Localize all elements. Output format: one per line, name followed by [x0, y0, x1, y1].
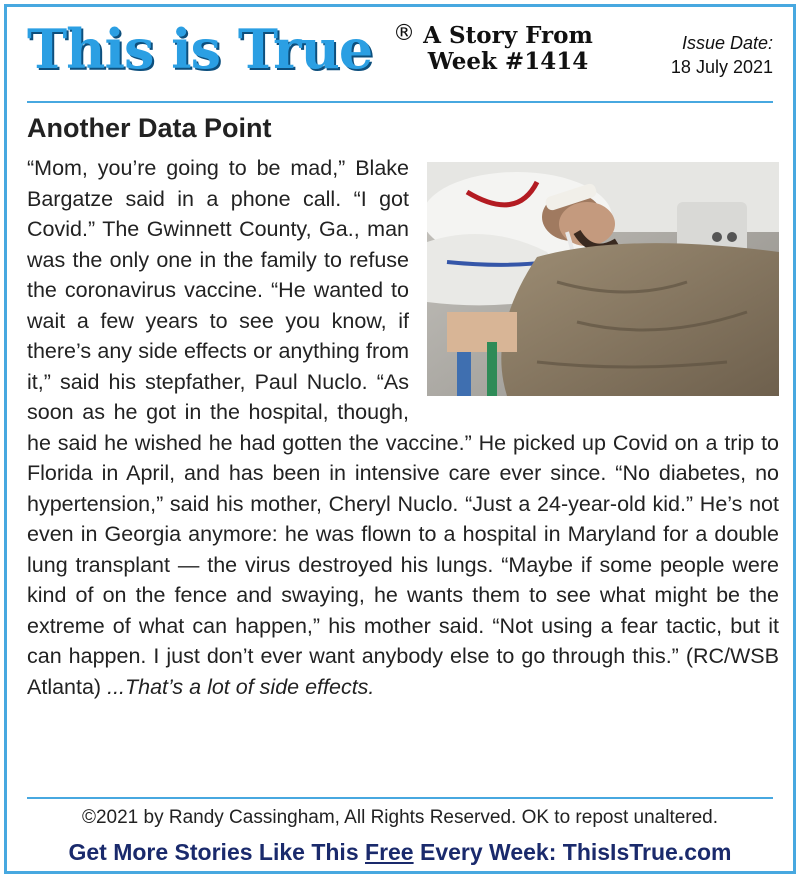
promo-link[interactable] [7, 839, 793, 866]
promo-text-start: Get More Stories Like This [68, 839, 366, 865]
copyright-notice: ©2021 by Randy Cassingham, All Rights Reserved. OK to repost unaltered. [81, 807, 719, 828]
story-title: Another Data Point [27, 113, 272, 143]
issue-date: 18 July 2021 [670, 57, 773, 77]
story-from-label [413, 23, 603, 75]
week-number: Week #1414 [427, 48, 589, 75]
story-text: “Mom, you’re going to be mad,” Blake Bargatze said in a phone call. “I got Covid.” The Gwinnett County, Ga., man was the only one in the family to refuse the coronavirus vaccine. “He wanted to wait a few years to see you know, if there’s any side effects or anything from it,” said his stepfather, Paul Nuclo. “As soon as he got in the hospital, though, he said he wished he had gotten the vaccine.” He picked up Covid on a trip to Florida in April, and has been in intensive care ever since. “No diabetes, no hypertension,” said his mother, Cheryl Nuclo. “Just a 24-year-old kid.” He’s not even in Georgia anymore: he was flown to a hospital in Maryland for a double lung transplant — the virus destroyed his lungs. “Maybe if some people were kind of on the fence and swaying, he wants them to see what might be the extreme of what can happen,” his mother said. “Not using a fear tactic, but it can happen. I just don’t ever want anybody else to go through this.” (RC/WSB Atlanta) [27, 156, 779, 699]
top-divider [27, 101, 773, 103]
promo-free: Free [365, 839, 414, 865]
story-tagline: ...That’s a lot of side effects. [107, 674, 375, 699]
promo-text-end: Every Week: ThisIsTrue.com [413, 839, 732, 865]
hospital-patient-photo [427, 162, 779, 396]
story-body [27, 153, 779, 702]
registered-mark: ® [393, 21, 415, 46]
issue-date-block [671, 31, 773, 79]
story-card [4, 4, 796, 874]
story-from-line1: A Story From [423, 22, 593, 49]
logo: This is True [27, 17, 373, 81]
issue-date-label: Issue Date: [681, 33, 773, 53]
bottom-divider [27, 797, 773, 799]
header [7, 7, 793, 101]
